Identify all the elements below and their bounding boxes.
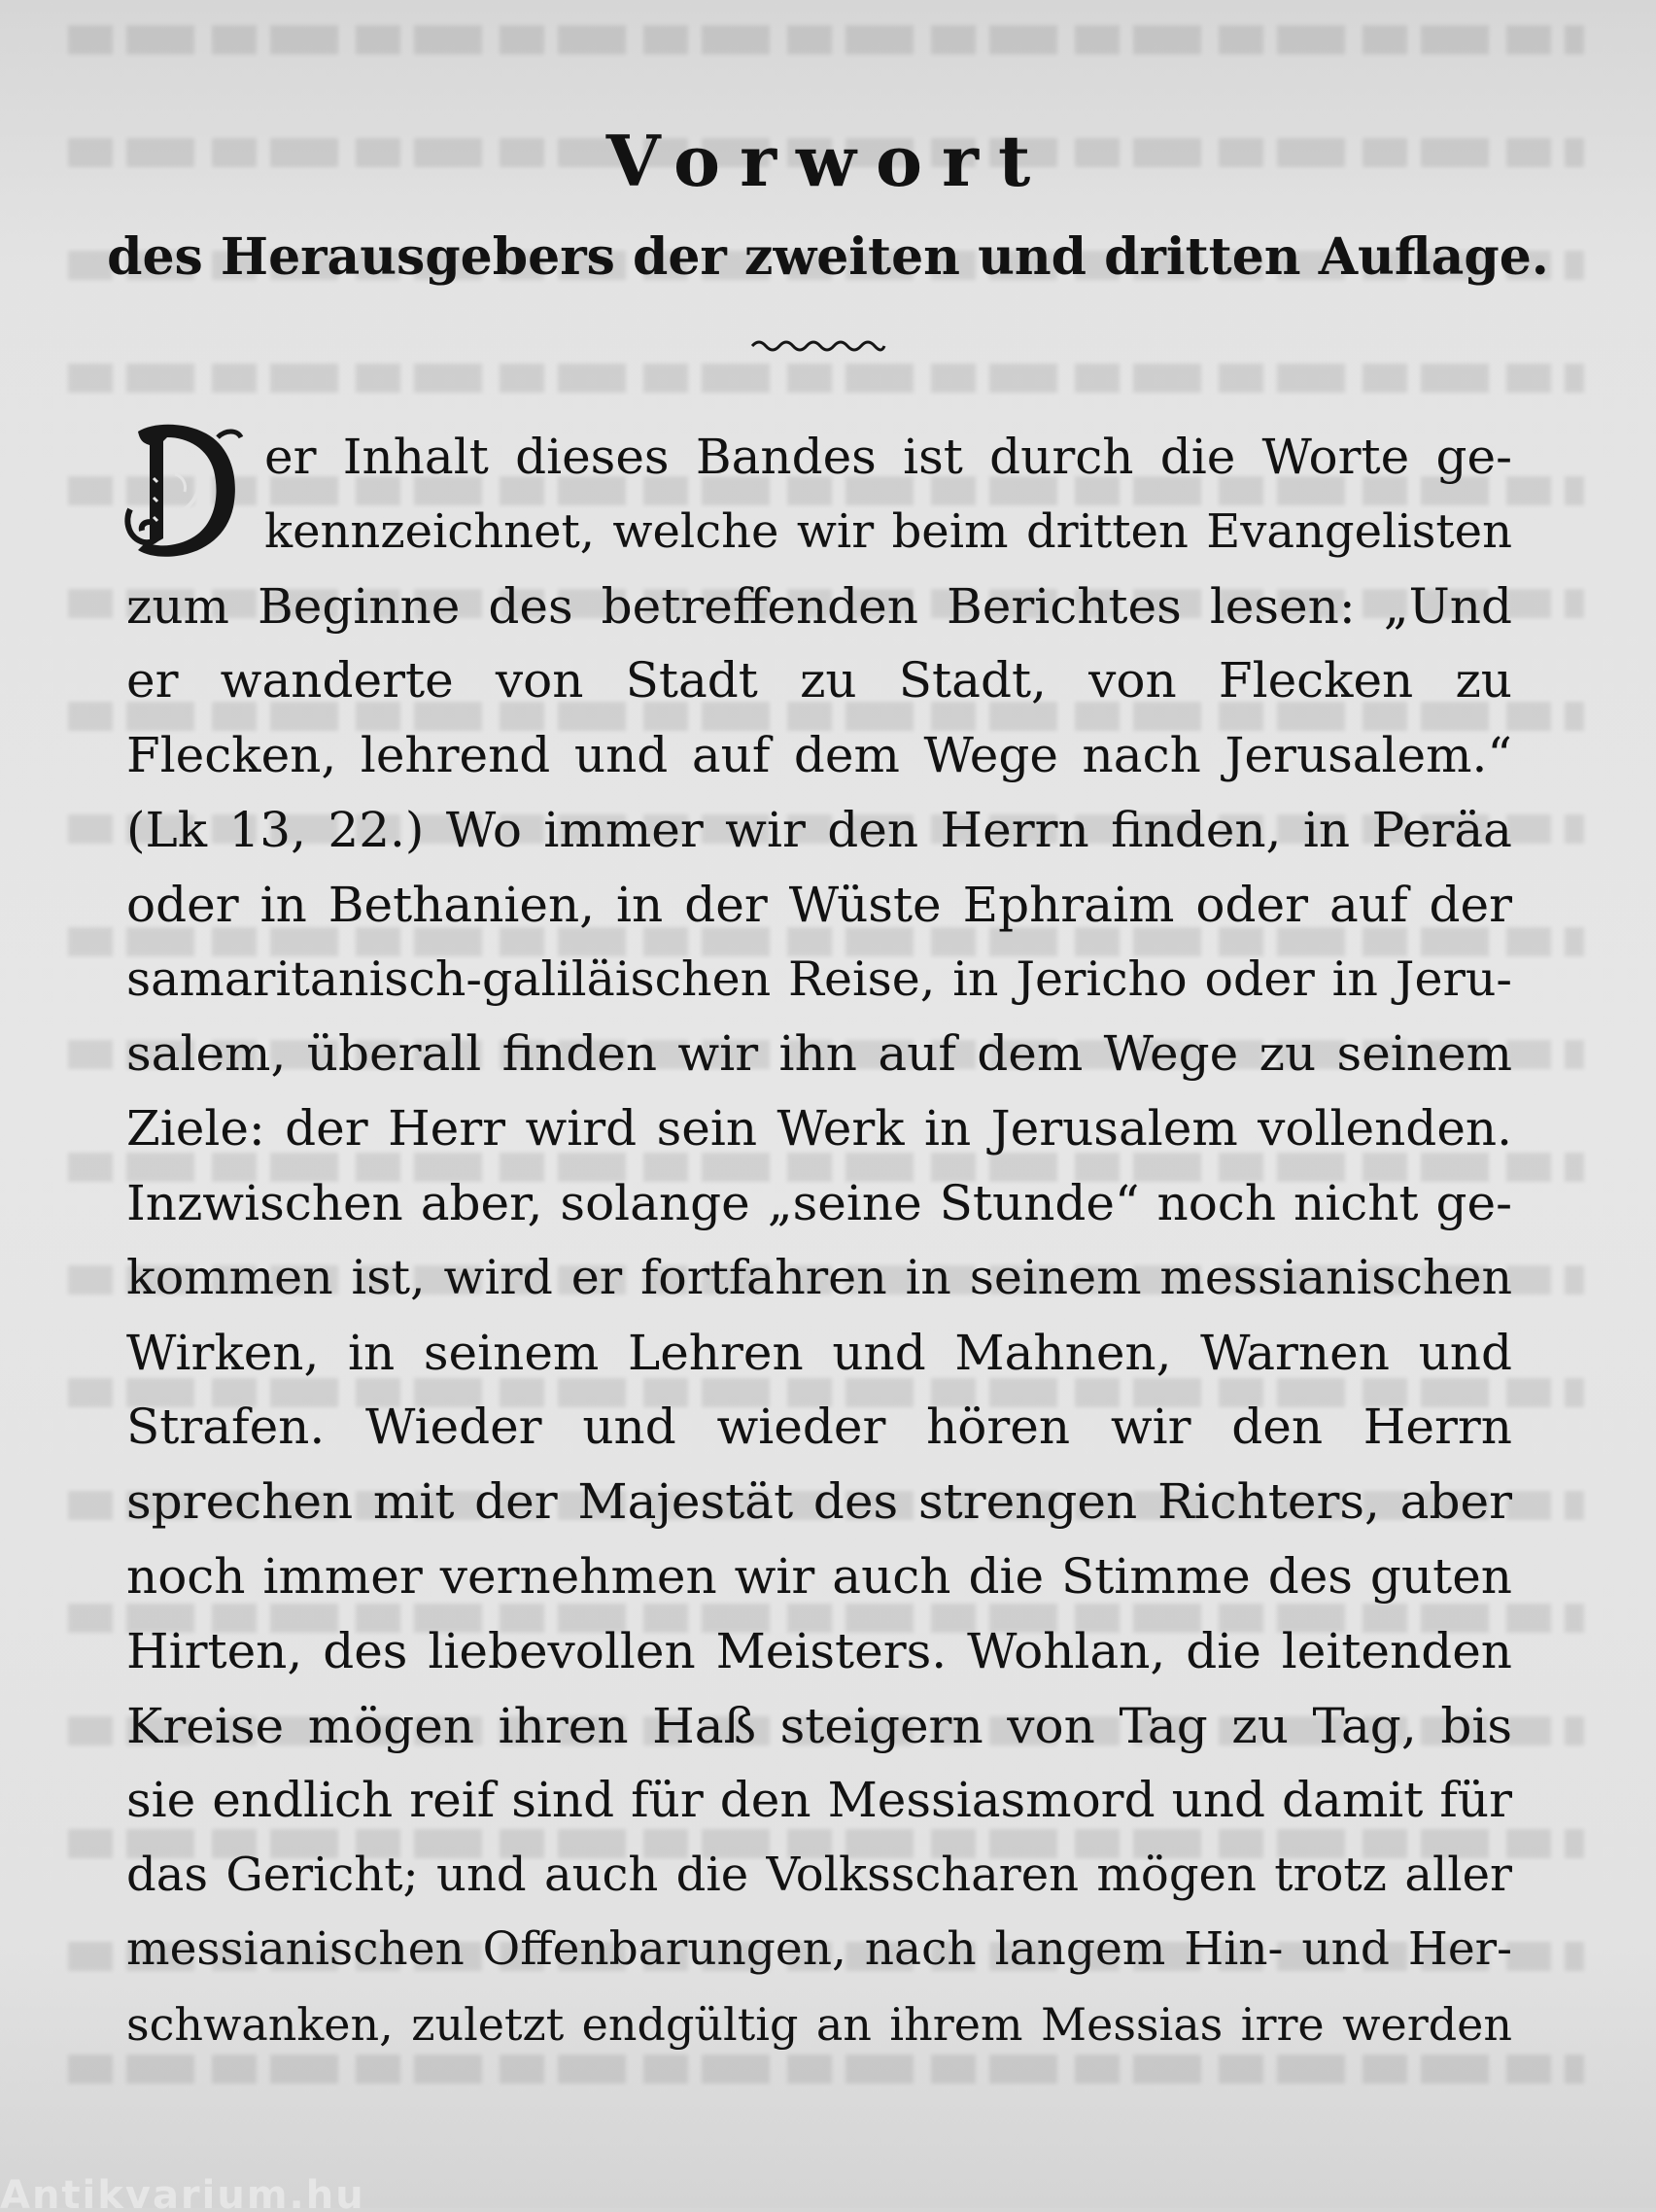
text-line: er Inhalt dieses Bandes ist durch die Worte ge-: [264, 429, 1512, 485]
wavy-divider-ornament: [750, 336, 886, 356]
text-line: Inzwischen aber, solange „seine Stunde“ noch nicht ge-: [126, 1174, 1512, 1231]
text-line: schwanken, zuletzt endgültig an ihrem Messias irre werden: [126, 1997, 1512, 2051]
text-line: Flecken, lehrend und auf dem Wege nach Jerusalem.“: [126, 727, 1512, 784]
text-line: Kreise mögen ihren Haß steigern von Tag zu Tag, bis: [126, 1697, 1512, 1754]
text-line: samaritanisch-galiläischen Reise, in Jericho oder in Jeru-: [126, 950, 1512, 1007]
page-subtitle: des Herausgebers der zweiten und dritten Auflage.: [107, 227, 1549, 287]
text-line: (Lk 13, 22.) Wo immer wir den Herrn finden, in Peräa: [126, 801, 1512, 858]
text-line: oder in Bethanien, in der Wüste Ephraim oder auf der: [126, 876, 1512, 933]
text-line: salem, überall finden wir ihn auf dem Wege zu seinem: [126, 1025, 1512, 1083]
text-line: Hirten, des liebevollen Meisters. Wohlan, die leitenden: [126, 1622, 1512, 1679]
text-line: das Gericht; und auch die Volksscharen mögen trotz aller: [126, 1848, 1512, 1903]
text-line: Wirken, in seinem Lehren und Mahnen, Warnen und: [126, 1324, 1512, 1381]
text-line: Strafen. Wieder und wieder hören wir den Herrn: [126, 1399, 1512, 1456]
text-line: sie endlich reif sind für den Messiasmord und damit für: [126, 1772, 1512, 1829]
text-line: Ziele: der Herr wird sein Werk in Jerusalem vollenden.: [126, 1100, 1512, 1158]
text-line: kennzeichnet, welche wir beim dritten Evangelisten: [264, 503, 1512, 559]
text-line: er wanderte von Stadt zu Stadt, von Flecken zu: [126, 652, 1512, 709]
watermark: Antikvarium.hu: [0, 2173, 365, 2212]
page-title: Vorwort: [605, 120, 1051, 202]
text-line: noch immer vernehmen wir auch die Stimme des guten: [126, 1547, 1512, 1605]
text-line: messianischen Offenbarungen, nach langem Hin- und Her-: [126, 1921, 1512, 1976]
preface-body-text: [126, 420, 1512, 2062]
text-line: sprechen mit der Majestät des strengen Richters, aber: [126, 1473, 1512, 1531]
text-line: zum Beginne des betreffenden Berichtes lesen: „Und: [126, 577, 1512, 635]
text-line: kommen ist, wird er fortfahren in seinem messianischen: [126, 1249, 1512, 1305]
